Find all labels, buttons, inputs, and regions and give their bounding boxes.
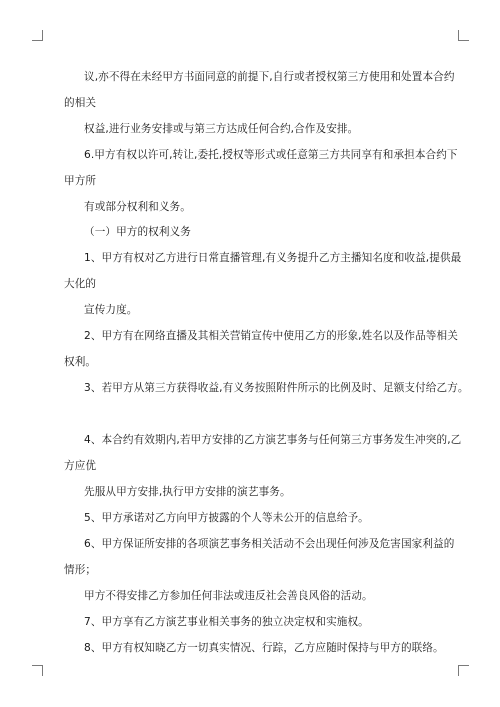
text-line: 宣传力度。 xyxy=(84,304,138,316)
text-line: 6.甲方有权以许可,转让,委托,授权等形式或任意第三方共同享有和承担本合约下 xyxy=(84,149,458,161)
text-line: 1、甲方有权对乙方进行日常直播管理,有义务提升乙方主播知名度和收益,提供最 xyxy=(84,252,462,264)
text-line: 方应优 xyxy=(64,460,97,472)
text-line: 大化的 xyxy=(64,278,97,290)
text-line: 7、甲方享有乙方演艺事业相关事务的独立决定权和实施权。 xyxy=(84,616,369,628)
text-line: 2、甲方有在网络直播及其相关营销宣传中使用乙方的形象,姓名以及作品等相关 xyxy=(84,330,458,342)
text-line: 的相关 xyxy=(64,97,97,109)
text-line: 情形； xyxy=(64,564,97,576)
text-line: 甲方不得安排乙方参加任何非法或违反社会善良风俗的活动。 xyxy=(84,590,373,602)
text-line: 5、甲方承诺对乙方向甲方披露的个人等未公开的信息给予。 xyxy=(84,512,369,524)
text-line: 先服从甲方安排,执行甲方安排的演艺事务。 xyxy=(84,486,291,498)
text-line: 有或部分权利和义务。 xyxy=(84,201,191,213)
crop-mark-top-right xyxy=(458,30,469,41)
text-line: 议,亦不得在未经甲方书面同意的前提下,自行或者授权第三方使用和处置本合约 xyxy=(84,71,455,83)
text-line: 权益,进行业务安排或与第三方达成任何合约,合作及安排。 xyxy=(84,123,359,135)
text-line: 甲方所 xyxy=(64,175,97,187)
text-line: 4、本合约有效期内,若甲方安排的乙方演艺事务与任何第三方事务发生冲突的,乙 xyxy=(84,434,462,446)
text-line: 3、若甲方从第三方获得收益,有义务按照附件所示的比例及时、足额支付给乙方。 xyxy=(84,382,469,394)
crop-mark-bottom-left xyxy=(32,665,43,676)
crop-mark-bottom-right xyxy=(458,665,469,676)
text-line: 8、甲方有权知晓乙方一切真实情况、行踪，乙方应随时保持与甲方的联络。 xyxy=(84,642,444,654)
crop-mark-top-left xyxy=(32,30,43,41)
text-line: 权利。 xyxy=(64,356,97,368)
section-heading: （一）甲方的权利义务 xyxy=(84,226,191,238)
text-line: 6、甲方保证所安排的各项演艺事务相关活动不会出现任何涉及危害国家利益的 xyxy=(84,538,455,550)
